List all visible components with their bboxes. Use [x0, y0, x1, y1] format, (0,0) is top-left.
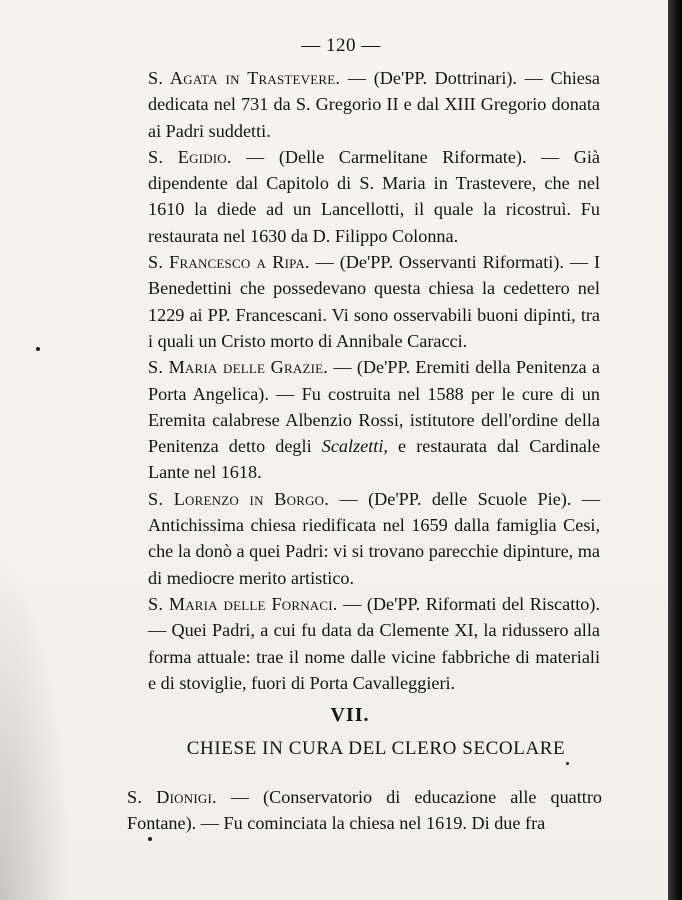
section-number: VII. [330, 704, 370, 726]
section-title: CHIESE IN CURA DEL CLERO SECOLARE [186, 738, 566, 759]
entry-paragraph [148, 249, 600, 354]
ink-speck [566, 762, 569, 765]
entry-order: — (De'PP. Riformati del Riscatto). [343, 593, 600, 614]
entry-paragraph [148, 486, 600, 591]
entry-body: — Già dipendente dal Capitolo di S. Maria in Trastevere, che nel 1610 la diede ad un Lancellotti, il quale la ricostruì. Fu restaurata nel 1630 da D. Filippo Colonna. [148, 146, 600, 246]
entry-order: — (De'PP. Dottrinari). [347, 68, 517, 88]
page-stain [0, 560, 70, 900]
entry-body: e restaurata dal Cardinale Lante nel 1618. [148, 436, 601, 483]
entry-body: — Chiesa dedicata nel 731 da S. Gregorio II e dal XIII Gregorio donata ai Padri suddetti. [148, 68, 601, 141]
entry-paragraph [148, 354, 600, 485]
entry-title: S. Maria delle Fornaci. [148, 593, 338, 614]
ink-speck [36, 347, 40, 351]
entry-order: — (De'PP. Eremiti della Penitenza a Porta Angelica). [148, 357, 601, 404]
entry-body: — Antichissima chiesa riedificata nel 1659 dalla famiglia Cesi, che la donò a quei Padri: vi si trovano parecchie dipinture, ma di mediocre merito artistico. [148, 488, 600, 588]
entry-title: S. Egidio. [148, 146, 232, 167]
page-number: — 120 — [301, 35, 381, 56]
entry-title: S. Dionigi. [127, 787, 217, 807]
entry-paragraph [148, 591, 600, 696]
entry-paragraph [148, 65, 600, 144]
ink-speck [148, 837, 152, 841]
entry-title: S. Francesco a Ripa. [148, 252, 310, 273]
last-entry [127, 784, 602, 837]
entry-title: S. Agata in Trastevere. [148, 68, 341, 88]
entry-title: S. Maria delle Grazie. [148, 357, 329, 378]
entry-body: — Fu cominciata la chiesa nel 1619. Di due fra [200, 813, 546, 834]
entry-order: — (De'PP. Osservanti Riformati). [315, 252, 564, 273]
entry-body-italic: Scalzetti, [321, 436, 388, 457]
entry-title: S. Lorenzo in Borgo. [148, 488, 330, 509]
entry-paragraph [127, 784, 602, 837]
page-edge-shadow [668, 0, 682, 900]
entries-block [148, 65, 600, 696]
entry-body: — Quei Padri, a cui fu data da Clemente XI, la ridussero alla forma attuale: trae il nome dalle vicine fabbriche di materiali e di stoviglie, fuori di Porta Cavalleggieri. [148, 620, 600, 693]
entry-order: — (Delle Carmelitane Riformate). [246, 146, 527, 167]
entry-body: — Fu costruita nel 1588 per le cure di un Eremita calabrese Albenzio Rossi, istitutore dell'ordine della Penitenza detto degli [148, 383, 600, 457]
entry-paragraph [148, 144, 600, 249]
entry-body: — I Benedettini che possedevano questa chiesa la cedettero nel 1229 ai PP. Francescani. Vi sono osservabili buoni dipinti, tra i quali un Cristo morto di Annibale Caracci. [148, 252, 601, 351]
entry-order: — (De'PP. delle Scuole Pie). [339, 488, 572, 509]
entry-order: — (Conservatorio di educazione alle quattro Fontane). [127, 787, 602, 834]
